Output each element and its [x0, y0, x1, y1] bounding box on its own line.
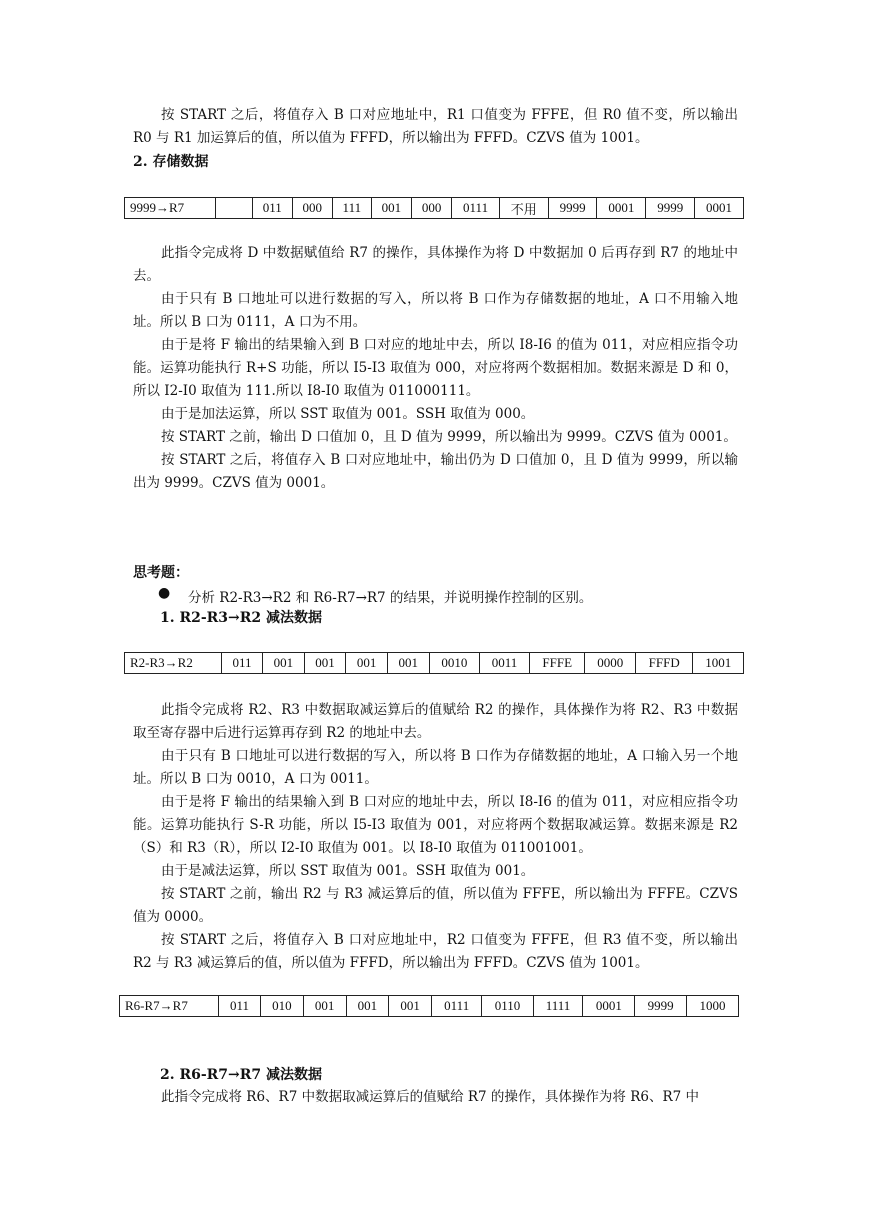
heading-sub2: 2. R6-R7→R7 减法数据 [160, 1067, 323, 1083]
table-cell: FFFE [529, 653, 584, 674]
table-cell: 001 [387, 653, 429, 674]
paragraph-start-after: 按 START 之后，将值存入 B 口对应地址中，R1 口值变为 FFFE，但 R0 值不变，所以输出 R0 与 R1 加运算后的值，所以值为 FFFD，所以输出为 FFFD。CZVS 值为 1001。 [133, 107, 738, 146]
sub1-paragraph: 按 START 之前，输出 R2 与 R3 减运算后的值，所以值为 FFFE，所以输出为 FFFE。CZVS 值为 0000。 [133, 886, 738, 925]
table-cell: R2-R3→R2 [125, 653, 222, 674]
table-cell: 0001 [583, 996, 635, 1017]
heading-sub1: 1. R2-R3→R2 减法数据 [160, 610, 323, 626]
sub1-paragraph: 由于是将 F 输出的结果输入到 B 口对应的地址中去，所以 I8-I6 的值为 011，对应相应指令功能。运算功能执行 S-R 功能，所以 I5-I3 取值为 001，对应将两个数据取减运算。数据来源是 R2（S）和 R3（R），所以 I2-I0 取值为 001。以 I8-I0 取值为 011001001。 [133, 794, 738, 856]
sub1-paragraph: 由于只有 B 口地址可以进行数据的写入，所以将 B 口作为存储数据的地址，A 口输入另一个地址。所以 B 口为 0010，A 口为 0011。 [133, 748, 738, 787]
store-paragraph: 由于只有 B 口地址可以进行数据的写入，所以将 B 口作为存储数据的地址，A 口不用输入地址。所以 B 口为 0111，A 口为不用。 [133, 291, 738, 330]
sub1-paragraph: 由于是减法运算，所以 SST 取值为 001。SSH 取值为 001。 [161, 863, 535, 879]
table-cell: 111 [332, 198, 371, 219]
table-cell: 011 [222, 653, 263, 674]
table-cell: R6-R7→R7 [120, 996, 219, 1017]
table-cell: 010 [261, 996, 304, 1017]
table-cell: 0011 [480, 653, 530, 674]
table-cell: 1111 [533, 996, 583, 1017]
table-sub2 [119, 995, 739, 1017]
table-cell: 001 [389, 996, 432, 1017]
heading-store-data: 2. 存储数据 [133, 154, 209, 170]
table-cell: 001 [304, 653, 346, 674]
table-cell: 0111 [431, 996, 482, 1017]
table-cell: 不用 [499, 198, 548, 219]
table-cell: 9999→R7 [125, 198, 216, 219]
table-sub1 [124, 652, 744, 674]
sub1-paragraph: 按 START 之后，将值存入 B 口对应地址中，R2 口值变为 FFFE，但 R3 值不变，所以输出 R2 与 R3 减运算后的值，所以值为 FFFD，所以输出为 FFFD。CZVS 值为 1001。 [133, 932, 738, 971]
store-paragraph: 按 START 之前，输出 D 口值加 0，且 D 值为 9999，所以输出为 9999。CZVS 值为 0001。 [161, 429, 737, 445]
table-cell: 9999 [646, 198, 695, 219]
table-cell: 000 [412, 198, 452, 219]
table-cell: 0001 [597, 198, 646, 219]
table-cell: 1001 [693, 653, 744, 674]
table-cell: 011 [253, 198, 293, 219]
table-cell: 011 [219, 996, 261, 1017]
sub1-paragraph: 此指令完成将 R2、R3 中数据取减运算后的值赋给 R2 的操作，具体操作为将 R2、R3 中数据取至寄存器中后进行运算再存到 R2 的地址中去。 [133, 702, 738, 741]
table-cell: 001 [303, 996, 346, 1017]
table-cell: 001 [263, 653, 305, 674]
table-cell: 9999 [548, 198, 597, 219]
table-cell: FFFD [635, 653, 692, 674]
store-paragraph: 由于是将 F 输出的结果输入到 B 口对应的地址中去，所以 I8-I6 的值为 011，对应相应指令功能。运算功能执行 R+S 功能，所以 I5-I3 取值为 000，对应将两个数据相加。数据来源是 D 和 0，所以 I2-I0 取值为 111.所以 I8-I0 取值为 011000111。 [133, 337, 738, 399]
table-cell: 0110 [482, 996, 533, 1017]
table-cell: 0001 [695, 198, 744, 219]
store-paragraph: 按 START 之后，将值存入 B 口对应地址中，输出仍为 D 口值加 0，且 D 值为 9999，所以输出为 9999。CZVS 值为 0001。 [133, 452, 738, 491]
table-cell: 001 [346, 653, 388, 674]
store-paragraph: 由于是加法运算，所以 SST 取值为 001。SSH 取值为 000。 [161, 406, 535, 422]
table-cell: 0000 [585, 653, 636, 674]
heading-think: 思考题： [133, 565, 189, 581]
table-cell: 0111 [452, 198, 500, 219]
table-cell: 000 [292, 198, 332, 219]
last-paragraph: 此指令完成将 R6、R7 中数据取减运算后的值赋给 R7 的操作，具体操作为将 R6、R7 中 [161, 1089, 700, 1105]
store-paragraph: 此指令完成将 D 中数据赋值给 R7 的操作，具体操作为将 D 中数据加 0 后再存到 R7 的地址中去。 [133, 245, 738, 284]
table-cell: 1000 [687, 996, 739, 1017]
table-cell: 001 [371, 198, 411, 219]
table-cell: 001 [346, 996, 389, 1017]
table-store [124, 197, 744, 219]
table-cell [216, 198, 253, 219]
table-cell: 9999 [635, 996, 687, 1017]
bullet-text: 分析 R2-R3→R2 和 R6-R7→R7 的结果，并说明操作控制的区别。 [188, 590, 593, 606]
bullet-icon: ● [158, 585, 171, 601]
table-cell: 0010 [429, 653, 480, 674]
